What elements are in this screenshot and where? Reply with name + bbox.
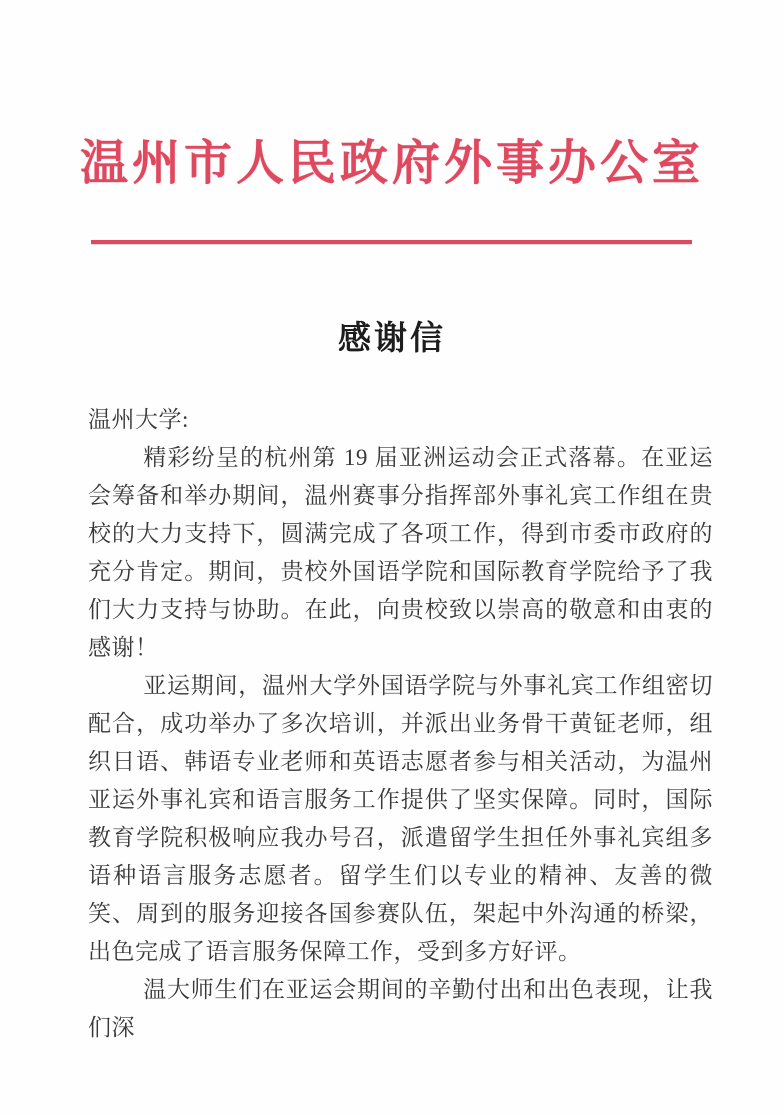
letterhead-divider [91, 240, 692, 244]
letter-title: 感谢信 [338, 321, 446, 357]
org-name: 温州市人民政府外事办公室 [79, 137, 704, 190]
paragraph-2: 亚运期间，温州大学外国语学院与外事礼宾工作组密切配合，成功举办了多次培训，并派出业务骨干黄钲老师，组织日语、韩语专业老师和英语志愿者参与相关活动，为温州亚运外事礼宾和语言服务工作提供了坚实保障。同时，国际教育学院积极响应我办号召，派遣留学生担任外事礼宾组多语种语言服务志愿者。留学生们以专业的精神、友善的微笑、周到的服务迎接各国参赛队伍，架起中外沟通的桥梁，出色完成了语言服务保障工作，受到多方好评。 [88, 673, 713, 964]
salutation: 温州大学: [88, 407, 189, 432]
letter-body [88, 401, 713, 1047]
paragraph-3: 温大师生们在亚运会期间的辛勤付出和出色表现，让我们深 [88, 977, 713, 1040]
letterhead [0, 136, 784, 191]
paragraph-1: 精彩纷呈的杭州第 19 届亚洲运动会正式落幕。在亚运会筹备和举办期间，温州赛事分指挥部外事礼宾工作组在贵校的大力支持下，圆满完成了各项工作，得到市委市政府的充分肯定。期间，贵校外国语学院和国际教育学院给予了我们大力支持与协助。在此，向贵校致以崇高的敬意和由衷的感谢！ [88, 445, 713, 660]
